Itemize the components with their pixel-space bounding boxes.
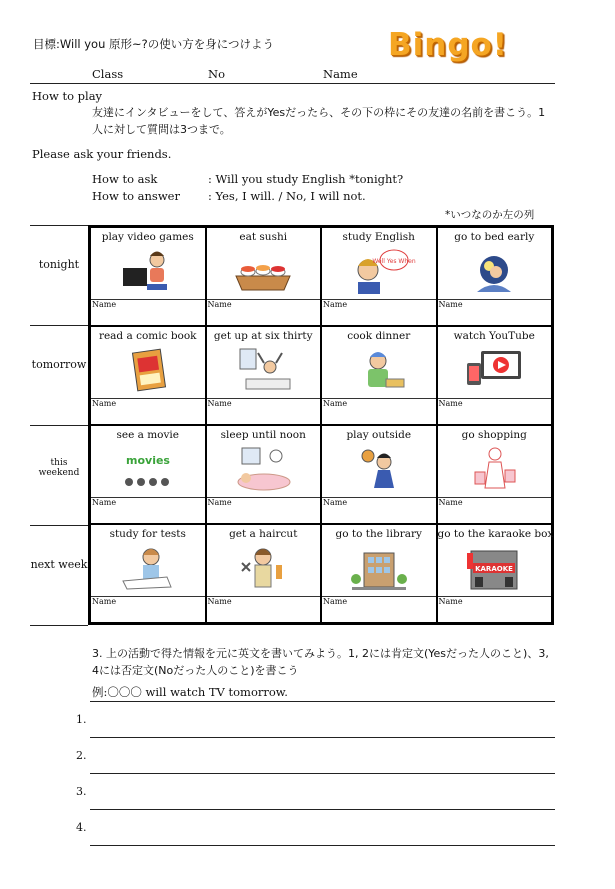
note-text: *いつなのか左の列 — [445, 209, 535, 221]
activity-label: read a comic book — [98, 330, 197, 342]
bingo-cell[interactable] — [91, 327, 205, 424]
activity-label: get up at six thirty — [213, 330, 313, 342]
name-label: Name — [92, 498, 117, 507]
sushi-icon — [232, 246, 294, 296]
name-label: Name — [438, 597, 463, 606]
activity-label: play video games — [101, 231, 194, 243]
name-label: Name — [323, 399, 348, 408]
name-label: Name — [207, 498, 232, 507]
writing-line — [90, 701, 555, 702]
activity-label: get a haircut — [229, 528, 298, 540]
name-label: Name — [438, 399, 463, 408]
no-label: No — [208, 67, 225, 81]
activity-label: study for tests — [109, 528, 186, 540]
haircut-icon — [232, 543, 294, 593]
comic-book-icon — [117, 345, 179, 395]
row-label-this-weekend: this weekend — [38, 458, 80, 478]
activity-label: play outside — [346, 429, 412, 441]
activity-label: go to the library — [335, 528, 422, 540]
study-tests-icon — [117, 543, 179, 593]
bingo-cell[interactable] — [322, 525, 436, 622]
name-label: Name — [323, 300, 348, 309]
writing-line[interactable] — [90, 773, 555, 774]
play-outside-icon — [348, 444, 410, 494]
goal-text: 目標:Will you 原形~?の使い方を身につけよう — [33, 37, 275, 51]
row-separator — [30, 325, 88, 326]
karaoke-text: KARAOKE — [475, 565, 514, 573]
how-to-ask-value: : Will you study English *tonight? — [208, 172, 404, 186]
how-to-play-title: How to play — [32, 89, 103, 103]
bingo-cell[interactable] — [207, 426, 321, 523]
class-label: Class — [92, 67, 124, 81]
row-separator — [30, 625, 88, 626]
name-label: Name — [438, 300, 463, 309]
instruction-text: 友達にインタビューをして、答えがYesだったら、その下の枠にその友達の名前を書こう。1人に対して質問は3つまで。 — [92, 106, 546, 136]
bingo-cell[interactable] — [91, 525, 205, 622]
how-to-answer-value: : Yes, I will. / No, I will not. — [208, 189, 366, 203]
bingo-cell[interactable] — [438, 525, 552, 622]
go-to-bed-icon — [463, 246, 525, 296]
writing-line[interactable] — [90, 737, 555, 738]
line-number: 2. — [76, 749, 87, 762]
bingo-cell[interactable] — [438, 426, 552, 523]
header-rule — [30, 83, 555, 84]
row-separator — [30, 425, 88, 426]
line-number: 4. — [76, 821, 87, 834]
activity-label: sleep until noon — [220, 429, 306, 441]
name-label: Name — [323, 498, 348, 507]
how-to-answer-label: How to answer — [92, 189, 180, 203]
bingo-cell[interactable] — [207, 525, 321, 622]
bingo-grid — [88, 225, 554, 625]
bingo-cell[interactable] — [207, 327, 321, 424]
activity-label: go shopping — [461, 429, 527, 441]
bubble-text: Well Yes When — [372, 258, 416, 265]
how-to-ask-label: How to ask — [92, 172, 158, 186]
line-number: 3. — [76, 785, 87, 798]
section3-instruction: 3. 上の活動で得た情報を元に英文を書いてみよう。1, 2には肯定文(Yesだった人のこと)、3, 4には否定文(Noだった人のこと)を書こう — [92, 647, 549, 677]
activity-label: cook dinner — [347, 330, 411, 342]
movie-icon — [117, 444, 179, 494]
bingo-cell[interactable] — [91, 228, 205, 325]
name-label: Name — [207, 399, 232, 408]
how-to-answer — [92, 189, 366, 203]
name-label: Name — [92, 300, 117, 309]
name-label: Name — [323, 597, 348, 606]
bingo-cell[interactable] — [322, 327, 436, 424]
bingo-cell[interactable] — [438, 327, 552, 424]
wake-up-icon — [232, 345, 294, 395]
please-text: Please ask your friends. — [32, 147, 172, 161]
name-label: Name — [438, 498, 463, 507]
row-label-tonight: tonight — [38, 258, 80, 271]
karaoke-box-icon — [463, 543, 525, 593]
activity-label: eat sushi — [239, 231, 288, 243]
bingo-cell[interactable] — [322, 228, 436, 325]
library-icon — [348, 543, 410, 593]
sleep-icon — [232, 444, 294, 494]
writing-line[interactable] — [90, 845, 555, 846]
row-label-next-week: next week — [30, 558, 88, 571]
activity-label: study English — [342, 231, 415, 243]
shopping-icon — [463, 444, 525, 494]
bingo-cell[interactable] — [438, 228, 552, 325]
bingo-logo: Bingo! — [388, 27, 508, 63]
writing-line[interactable] — [90, 809, 555, 810]
activity-label: watch YouTube — [453, 330, 535, 342]
cook-dinner-icon — [348, 345, 410, 395]
row-label-tomorrow: tomorrow — [31, 358, 87, 371]
example-sentence: 例:〇〇〇 will watch TV tomorrow. — [92, 685, 288, 699]
study-english-icon — [348, 246, 416, 296]
row-separator — [30, 525, 88, 526]
bingo-cell[interactable] — [91, 426, 205, 523]
how-to-ask — [92, 172, 404, 186]
name-label: Name — [323, 67, 358, 81]
name-label: Name — [92, 597, 117, 606]
line-number: 1. — [76, 713, 87, 726]
bingo-cell[interactable] — [207, 228, 321, 325]
activity-label: see a movie — [116, 429, 180, 441]
name-label: Name — [207, 300, 232, 309]
youtube-icon — [463, 345, 525, 395]
row-separator — [30, 225, 88, 226]
movies-text: movies — [125, 454, 170, 467]
activity-label: go to bed early — [454, 231, 535, 243]
bingo-cell[interactable] — [322, 426, 436, 523]
name-label: Name — [92, 399, 117, 408]
activity-label: go to the karaoke box — [437, 528, 554, 540]
name-label: Name — [207, 597, 232, 606]
video-game-icon — [117, 246, 179, 296]
